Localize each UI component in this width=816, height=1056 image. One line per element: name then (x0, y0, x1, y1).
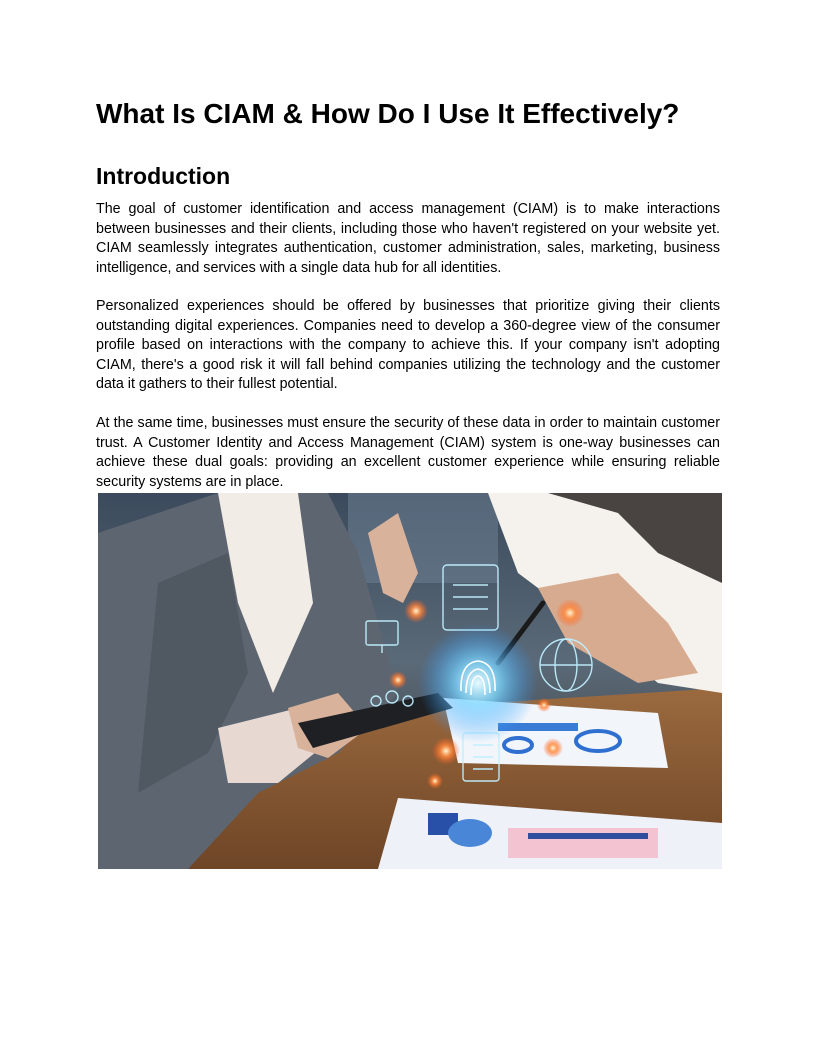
spark (427, 773, 443, 789)
ciam-illustration-photo (98, 493, 722, 869)
report-pie (448, 819, 492, 847)
spark (556, 599, 584, 627)
spark (537, 698, 551, 712)
paragraph: The goal of customer identification and access management (CIAM) is to make interactions between businesses and their clients, including those who haven't registered on your website yet. CIAM seamlessly integrates authentication, customer administration, sales, marketing, business intelligence, and services with a single data hub for all identities. (96, 201, 720, 276)
section-heading-introduction: Introduction (96, 163, 231, 189)
spark (543, 738, 563, 758)
fingerprint-glow (418, 623, 538, 743)
report-line (528, 833, 648, 839)
paragraph: At the same time, businesses must ensure the security of these data in order to maintain customer trust. A Customer Identity and Access Management (CIAM) system is one-way businesses can achieve these dual goals: providing an excellent customer experience while ensuring reliable security systems are in place. (96, 415, 720, 490)
paragraph: Personalized experiences should be offered by businesses that prioritize giving their clients outstanding digital experiences. Companies need to develop a 360-degree view of the consumer profile based on interactions with the company to achieve this. If your company isn't adopting CIAM, there's a good risk it will fall behind companies utilizing the technology and the customer data it gathers to their fullest potential. (96, 298, 720, 392)
spark (432, 737, 460, 765)
spark (389, 671, 407, 689)
report-highlight (508, 828, 658, 858)
illustration-canvas (98, 493, 722, 869)
spark (404, 599, 428, 623)
document-title: What Is CIAM & How Do I Use It Effectively? (96, 98, 680, 129)
